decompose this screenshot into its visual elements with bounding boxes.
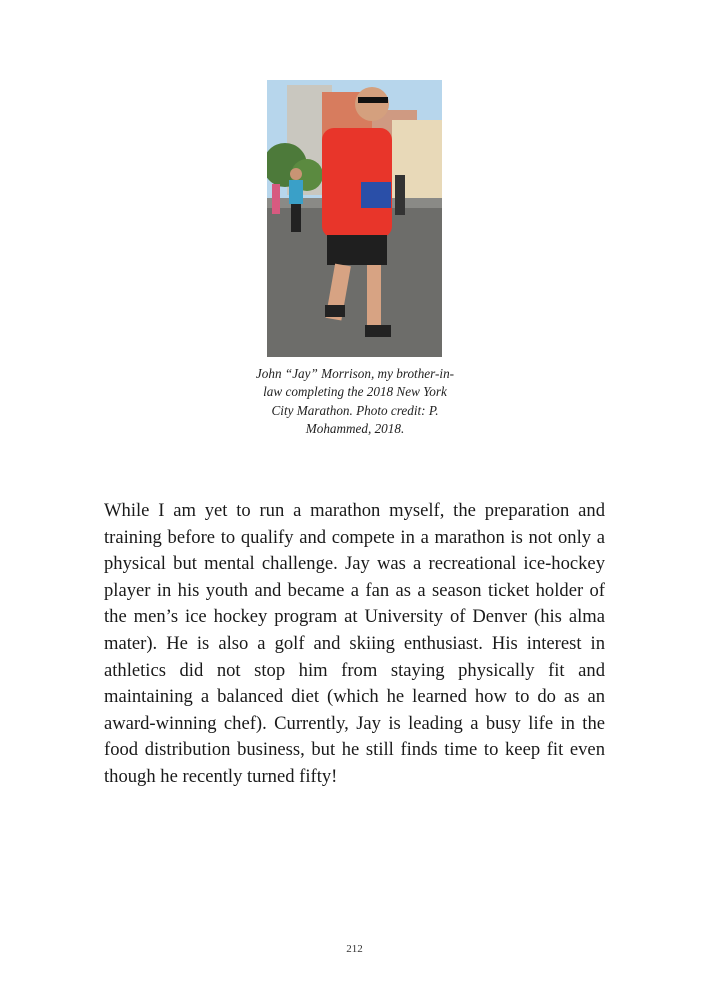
body-paragraph: While I am yet to run a marathon myself, the preparation and training before to qualify and compete in a marathon is not only a physical but mental challenge. Jay was a recreational ice-hockey player in his youth and became a fan as a season ticket holder of the men’s ice hockey program at University of Denver (his alma mater). He is also a golf and skiing enthusiast. His interest in athletics did not stop him from staying physically fit and maintaining a balanced diet (which he learned how to do as an award-winning chef). Currently, Jay is leading a busy life in the food distribution business, but he still finds time to keep fit even though he recently turned fifty! <box>104 500 605 787</box>
photo-caption: John “Jay” Morrison, my brother-in-law completing the 2018 New York City Marathon. Photo credit: P. Mohammed, 2018. <box>255 366 455 436</box>
marathon-photo <box>267 80 442 357</box>
page-number: 212 <box>346 943 363 955</box>
